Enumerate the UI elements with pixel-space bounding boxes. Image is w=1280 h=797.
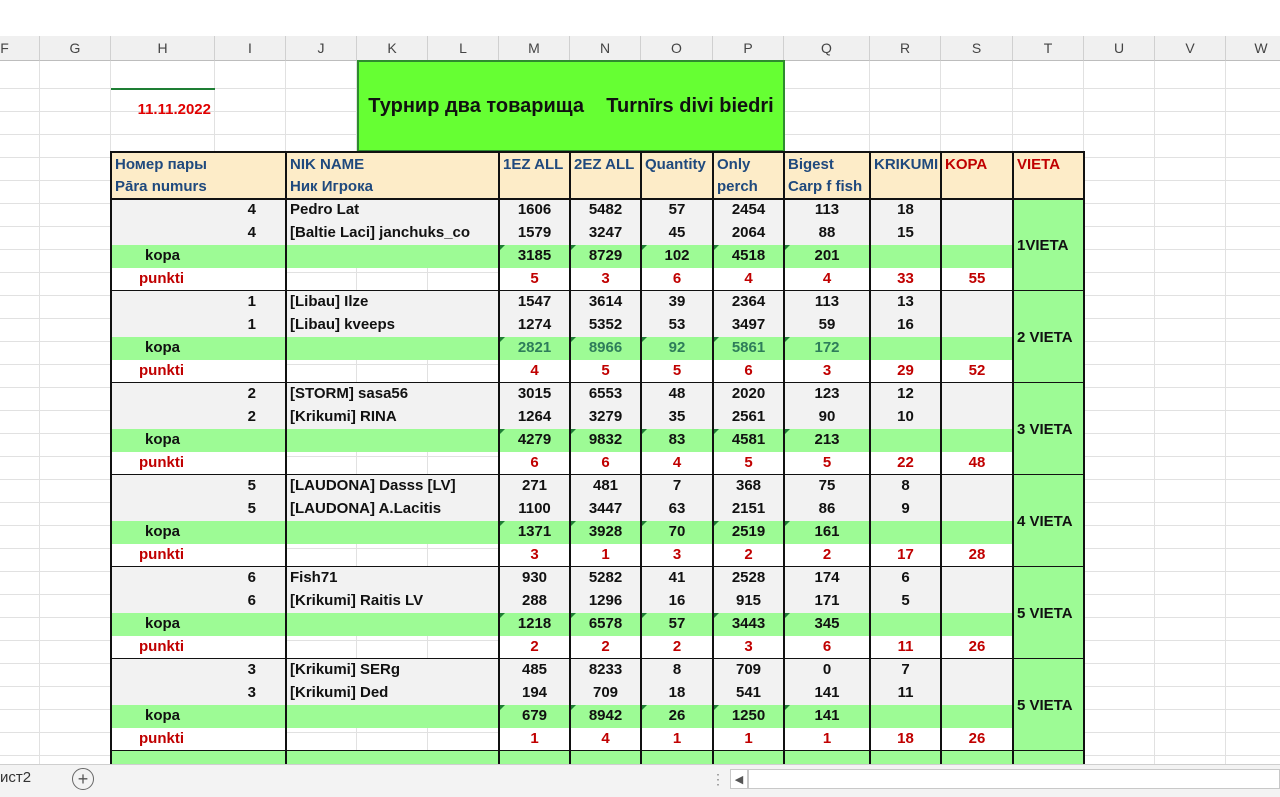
header-kopa[interactable]: KOPA <box>945 156 988 173</box>
kopa-big[interactable]: 201 <box>784 245 870 268</box>
value-ez2[interactable]: 8233 <box>570 659 641 682</box>
punkti-qty[interactable]: 5 <box>641 360 713 383</box>
kopa-qty[interactable]: 26 <box>641 705 713 728</box>
punkti-qty[interactable]: 1 <box>641 728 713 751</box>
empty-cell[interactable] <box>870 429 941 452</box>
pair-number[interactable]: 3 <box>111 659 286 682</box>
column-header-l[interactable]: L <box>428 36 499 61</box>
player-name[interactable]: [Libau] kveeps <box>286 314 499 337</box>
column-header-m[interactable]: M <box>499 36 570 61</box>
punkti-big[interactable]: 4 <box>784 268 870 291</box>
table-border <box>285 151 287 764</box>
punkti-label[interactable]: punkti <box>111 636 286 659</box>
punkti-krikumi[interactable]: 11 <box>870 636 941 659</box>
punkti-ez1[interactable]: 1 <box>499 728 570 751</box>
header-ez1[interactable]: 1EZ ALL <box>503 156 564 173</box>
column-header-j[interactable]: J <box>286 36 357 61</box>
punkti-ez1[interactable]: 6 <box>499 452 570 475</box>
empty-cell[interactable] <box>870 245 941 268</box>
kopa-ez2[interactable]: 8729 <box>570 245 641 268</box>
header-vieta[interactable]: VIETA <box>1017 156 1061 173</box>
column-header-q[interactable]: Q <box>784 36 870 61</box>
gridline <box>1225 61 1226 764</box>
punkti-big[interactable]: 6 <box>784 636 870 659</box>
toolbar-area <box>0 0 1280 37</box>
value-krikumi[interactable]: 8 <box>870 475 941 498</box>
place-label: 1VIETA <box>1017 236 1069 254</box>
kopa-label[interactable]: kopa <box>111 521 286 544</box>
empty-cell[interactable] <box>941 199 1013 222</box>
place-cell[interactable] <box>1013 199 1084 291</box>
horizontal-scrollbar[interactable] <box>748 769 1280 789</box>
header-krikumi[interactable]: KRIKUMI <box>874 156 939 173</box>
place-cell[interactable] <box>1013 567 1084 659</box>
empty-cell[interactable] <box>286 337 499 360</box>
value-big[interactable]: 90 <box>784 406 870 429</box>
value-qty[interactable]: 41 <box>641 567 713 590</box>
kopa-qty[interactable]: 102 <box>641 245 713 268</box>
punkti-big[interactable]: 2 <box>784 544 870 567</box>
punkti-ez2[interactable]: 5 <box>570 360 641 383</box>
kopa-ez2[interactable]: 8942 <box>570 705 641 728</box>
scroll-left-icon[interactable]: ◀ <box>730 769 748 789</box>
empty-cell[interactable] <box>941 705 1013 728</box>
punkti-qty[interactable]: 4 <box>641 452 713 475</box>
value-qty[interactable]: 35 <box>641 406 713 429</box>
pair-number[interactable]: 6 <box>111 567 286 590</box>
place-label: 2 VIETA <box>1017 328 1073 346</box>
player-name[interactable]: [STORM] sasa56 <box>286 383 499 406</box>
place-label: 4 VIETA <box>1017 512 1073 530</box>
punkti-label[interactable]: punkti <box>111 452 286 475</box>
pair-number[interactable]: 5 <box>111 475 286 498</box>
kopa-qty[interactable]: 57 <box>641 613 713 636</box>
player-name[interactable]: [Baltie Laci] janchuks_co <box>286 222 499 245</box>
empty-cell[interactable] <box>870 337 941 360</box>
punkti-label[interactable]: punkti <box>111 728 286 751</box>
punkti-label[interactable]: punkti <box>111 360 286 383</box>
player-name[interactable]: [Krikumi] Raitis LV <box>286 590 499 613</box>
empty-cell[interactable] <box>941 314 1013 337</box>
empty-cell[interactable] <box>941 521 1013 544</box>
kopa-big[interactable]: 345 <box>784 613 870 636</box>
value-ez1[interactable]: 485 <box>499 659 570 682</box>
value-perch[interactable]: 2064 <box>713 222 784 245</box>
value-big[interactable]: 113 <box>784 199 870 222</box>
table-border <box>1012 151 1014 764</box>
empty-cell[interactable] <box>286 705 499 728</box>
kopa-ez1[interactable]: 1371 <box>499 521 570 544</box>
player-name[interactable]: [Libau] Ilze <box>286 291 499 314</box>
value-ez1[interactable]: 3015 <box>499 383 570 406</box>
empty-cell[interactable] <box>941 613 1013 636</box>
kopa-label[interactable]: kopa <box>111 429 286 452</box>
table-border <box>498 151 500 764</box>
column-header-p[interactable]: P <box>713 36 784 61</box>
tab-splitter[interactable]: ⋮ <box>711 771 725 787</box>
kopa-perch[interactable]: 2519 <box>713 521 784 544</box>
kopa-perch[interactable]: 1250 <box>713 705 784 728</box>
value-perch[interactable]: 368 <box>713 475 784 498</box>
kopa-qty[interactable]: 92 <box>641 337 713 360</box>
value-big[interactable]: 75 <box>784 475 870 498</box>
place-cell[interactable] <box>1013 659 1084 751</box>
header-ez2[interactable]: 2EZ ALL <box>574 156 635 173</box>
player-name[interactable]: [Krikumi] Ded <box>286 682 499 705</box>
header-para_ru[interactable]: Номер пары <box>115 156 207 173</box>
header-bigest-2[interactable]: Carp f fish <box>788 178 863 195</box>
empty-cell[interactable] <box>941 590 1013 613</box>
header-nik_en[interactable]: NIK NAME <box>290 156 365 173</box>
punkti-qty[interactable]: 2 <box>641 636 713 659</box>
empty-cell[interactable] <box>941 475 1013 498</box>
table-border <box>111 151 1084 153</box>
kopa-ez1[interactable]: 4279 <box>499 429 570 452</box>
column-header-g[interactable]: G <box>40 36 111 61</box>
kopa-qty[interactable]: 70 <box>641 521 713 544</box>
value-ez1[interactable]: 1579 <box>499 222 570 245</box>
punkti-krikumi[interactable]: 22 <box>870 452 941 475</box>
value-qty[interactable]: 45 <box>641 222 713 245</box>
value-krikumi[interactable]: 9 <box>870 498 941 521</box>
value-perch[interactable]: 2561 <box>713 406 784 429</box>
punkti-krikumi[interactable]: 17 <box>870 544 941 567</box>
punkti-perch[interactable]: 1 <box>713 728 784 751</box>
value-ez2[interactable]: 3614 <box>570 291 641 314</box>
kopa-ez2[interactable]: 9832 <box>570 429 641 452</box>
punkti-label[interactable]: punkti <box>111 268 286 291</box>
value-ez2[interactable]: 5352 <box>570 314 641 337</box>
place-cell[interactable] <box>1013 475 1084 567</box>
empty-cell[interactable] <box>870 705 941 728</box>
empty-cell[interactable] <box>941 245 1013 268</box>
header-bigest[interactable]: Bigest <box>788 156 834 173</box>
table-border <box>712 151 714 764</box>
value-ez2[interactable]: 3279 <box>570 406 641 429</box>
kopa-big[interactable]: 172 <box>784 337 870 360</box>
punkti-ez1[interactable]: 3 <box>499 544 570 567</box>
punkti-perch[interactable]: 4 <box>713 268 784 291</box>
pair-number[interactable]: 1 <box>111 314 286 337</box>
place-label: 5 VIETA <box>1017 604 1073 622</box>
value-ez2[interactable]: 709 <box>570 682 641 705</box>
value-ez2[interactable]: 3247 <box>570 222 641 245</box>
value-ez1[interactable]: 1547 <box>499 291 570 314</box>
kopa-ez1[interactable]: 1218 <box>499 613 570 636</box>
kopa-big[interactable]: 213 <box>784 429 870 452</box>
date-cell[interactable]: 11.11.2022 <box>111 88 215 128</box>
value-krikumi[interactable]: 11 <box>870 682 941 705</box>
value-big[interactable]: 0 <box>784 659 870 682</box>
table-border <box>1083 151 1085 764</box>
empty-cell[interactable] <box>286 613 499 636</box>
value-krikumi[interactable]: 18 <box>870 199 941 222</box>
column-header-o[interactable]: O <box>641 36 713 61</box>
value-big[interactable]: 59 <box>784 314 870 337</box>
punkti-ez2[interactable]: 2 <box>570 636 641 659</box>
value-ez1[interactable]: 1100 <box>499 498 570 521</box>
empty-cell[interactable] <box>941 222 1013 245</box>
value-ez1[interactable]: 288 <box>499 590 570 613</box>
value-ez1[interactable]: 271 <box>499 475 570 498</box>
table-border <box>111 198 1084 200</box>
value-ez2[interactable]: 3447 <box>570 498 641 521</box>
punkti-perch[interactable]: 3 <box>713 636 784 659</box>
value-qty[interactable]: 57 <box>641 199 713 222</box>
header-nik_ru[interactable]: Ник Игрока <box>290 178 373 195</box>
kopa-qty[interactable]: 83 <box>641 429 713 452</box>
punkti-big[interactable]: 5 <box>784 452 870 475</box>
header-quantity[interactable]: Quantity <box>645 156 706 173</box>
kopa-ez2[interactable]: 8966 <box>570 337 641 360</box>
column-header-k[interactable]: K <box>357 36 428 61</box>
punkti-ez2[interactable]: 3 <box>570 268 641 291</box>
value-qty[interactable]: 63 <box>641 498 713 521</box>
player-name[interactable]: [LAUDONA] Dasss [LV] <box>286 475 499 498</box>
empty-cell[interactable] <box>286 245 499 268</box>
empty-cell[interactable] <box>941 337 1013 360</box>
value-ez1[interactable]: 194 <box>499 682 570 705</box>
value-big[interactable]: 123 <box>784 383 870 406</box>
value-perch[interactable]: 2151 <box>713 498 784 521</box>
column-header-f[interactable]: F <box>0 36 40 61</box>
table-border <box>869 151 871 764</box>
value-qty[interactable]: 48 <box>641 383 713 406</box>
empty-cell[interactable] <box>941 659 1013 682</box>
kopa-ez1[interactable]: 3185 <box>499 245 570 268</box>
column-header-n[interactable]: N <box>570 36 641 61</box>
value-big[interactable]: 113 <box>784 291 870 314</box>
punkti-krikumi[interactable]: 33 <box>870 268 941 291</box>
punkti-krikumi[interactable]: 29 <box>870 360 941 383</box>
value-big[interactable]: 141 <box>784 682 870 705</box>
punkti-total[interactable]: 55 <box>941 268 1013 291</box>
punkti-total[interactable]: 26 <box>941 728 1013 751</box>
place-label: 5 VIETA <box>1017 696 1073 714</box>
value-krikumi[interactable]: 5 <box>870 590 941 613</box>
pair-number[interactable]: 2 <box>111 406 286 429</box>
value-perch[interactable]: 2454 <box>713 199 784 222</box>
kopa-label[interactable]: kopa <box>111 613 286 636</box>
table-border <box>110 151 112 764</box>
kopa-ez1[interactable]: 679 <box>499 705 570 728</box>
player-name[interactable]: [LAUDONA] A.Lacitis <box>286 498 499 521</box>
column-header-t[interactable]: T <box>1013 36 1084 61</box>
value-qty[interactable]: 53 <box>641 314 713 337</box>
kopa-ez2[interactable]: 3928 <box>570 521 641 544</box>
pair-number[interactable]: 6 <box>111 590 286 613</box>
gridline <box>39 61 40 764</box>
empty-cell[interactable] <box>286 429 499 452</box>
punkti-perch[interactable]: 5 <box>713 452 784 475</box>
punkti-ez1[interactable]: 5 <box>499 268 570 291</box>
value-ez2[interactable]: 1296 <box>570 590 641 613</box>
punkti-total[interactable]: 26 <box>941 636 1013 659</box>
column-header-i[interactable]: I <box>215 36 286 61</box>
value-qty[interactable]: 8 <box>641 659 713 682</box>
add-sheet-button[interactable]: + <box>72 768 94 790</box>
punkti-perch[interactable]: 2 <box>713 544 784 567</box>
table-border <box>640 151 642 764</box>
punkti-ez2[interactable]: 6 <box>570 452 641 475</box>
pair-number[interactable]: 4 <box>111 199 286 222</box>
punkti-total[interactable]: 52 <box>941 360 1013 383</box>
value-ez1[interactable]: 1274 <box>499 314 570 337</box>
value-krikumi[interactable]: 6 <box>870 567 941 590</box>
header-only-perch-2[interactable]: perch <box>717 178 758 195</box>
punkti-ez1[interactable]: 4 <box>499 360 570 383</box>
player-name[interactable]: [Krikumi] RINA <box>286 406 499 429</box>
player-name[interactable]: Pedro Lat <box>286 199 499 222</box>
value-big[interactable]: 86 <box>784 498 870 521</box>
column-header-s[interactable]: S <box>941 36 1013 61</box>
column-header-w[interactable]: W <box>1226 36 1280 61</box>
kopa-perch[interactable]: 3443 <box>713 613 784 636</box>
punkti-qty[interactable]: 3 <box>641 544 713 567</box>
pair-number[interactable]: 4 <box>111 222 286 245</box>
empty-cell[interactable] <box>941 429 1013 452</box>
pair-number[interactable]: 2 <box>111 383 286 406</box>
table-border <box>569 151 571 764</box>
kopa-ez1[interactable]: 2821 <box>499 337 570 360</box>
value-ez2[interactable]: 6553 <box>570 383 641 406</box>
punkti-big[interactable]: 3 <box>784 360 870 383</box>
empty-cell[interactable] <box>941 291 1013 314</box>
value-perch[interactable]: 709 <box>713 659 784 682</box>
empty-cell[interactable] <box>286 521 499 544</box>
tournament-title[interactable]: Турнир два товарища Turnīrs divi biedri <box>357 60 785 152</box>
kopa-big[interactable]: 141 <box>784 705 870 728</box>
empty-cell[interactable] <box>941 383 1013 406</box>
empty-cell[interactable] <box>870 613 941 636</box>
column-header-r[interactable]: R <box>870 36 941 61</box>
value-big[interactable]: 171 <box>784 590 870 613</box>
punkti-big[interactable]: 1 <box>784 728 870 751</box>
table-border <box>783 151 785 764</box>
value-perch[interactable]: 2020 <box>713 383 784 406</box>
empty-cell[interactable] <box>941 498 1013 521</box>
value-perch[interactable]: 915 <box>713 590 784 613</box>
value-krikumi[interactable]: 16 <box>870 314 941 337</box>
punkti-ez2[interactable]: 1 <box>570 544 641 567</box>
player-name[interactable]: Fish71 <box>286 567 499 590</box>
pair-number[interactable]: 5 <box>111 498 286 521</box>
empty-cell[interactable] <box>941 406 1013 429</box>
value-ez1[interactable]: 930 <box>499 567 570 590</box>
value-perch[interactable]: 3497 <box>713 314 784 337</box>
column-header-h[interactable]: H <box>111 36 215 61</box>
punkti-krikumi[interactable]: 18 <box>870 728 941 751</box>
punkti-total[interactable]: 48 <box>941 452 1013 475</box>
value-qty[interactable]: 16 <box>641 590 713 613</box>
value-ez1[interactable]: 1264 <box>499 406 570 429</box>
value-krikumi[interactable]: 13 <box>870 291 941 314</box>
value-big[interactable]: 88 <box>784 222 870 245</box>
value-perch[interactable]: 541 <box>713 682 784 705</box>
punkti-perch[interactable]: 6 <box>713 360 784 383</box>
kopa-perch[interactable]: 5861 <box>713 337 784 360</box>
kopa-big[interactable]: 161 <box>784 521 870 544</box>
value-qty[interactable]: 18 <box>641 682 713 705</box>
table-border <box>940 151 942 764</box>
sheet-tab[interactable]: ист2 <box>0 769 32 786</box>
value-ez2[interactable]: 481 <box>570 475 641 498</box>
kopa-perch[interactable]: 4518 <box>713 245 784 268</box>
value-ez1[interactable]: 1606 <box>499 199 570 222</box>
value-perch[interactable]: 2528 <box>713 567 784 590</box>
empty-cell[interactable] <box>941 682 1013 705</box>
kopa-label[interactable]: kopa <box>111 245 286 268</box>
place-cell[interactable] <box>1013 383 1084 475</box>
empty-cell[interactable] <box>941 567 1013 590</box>
value-qty[interactable]: 7 <box>641 475 713 498</box>
value-krikumi[interactable]: 10 <box>870 406 941 429</box>
value-big[interactable]: 174 <box>784 567 870 590</box>
sheet-tab-bar <box>0 764 1280 797</box>
punkti-total[interactable]: 28 <box>941 544 1013 567</box>
gridline <box>1154 61 1155 764</box>
punkti-ez1[interactable]: 2 <box>499 636 570 659</box>
value-krikumi[interactable]: 7 <box>870 659 941 682</box>
value-ez2[interactable]: 5482 <box>570 199 641 222</box>
punkti-ez2[interactable]: 4 <box>570 728 641 751</box>
kopa-label[interactable]: kopa <box>111 705 286 728</box>
empty-cell[interactable] <box>870 521 941 544</box>
kopa-ez2[interactable]: 6578 <box>570 613 641 636</box>
header-para_lv[interactable]: Pāra numurs <box>115 178 207 195</box>
value-ez2[interactable]: 5282 <box>570 567 641 590</box>
value-perch[interactable]: 2364 <box>713 291 784 314</box>
punkti-qty[interactable]: 6 <box>641 268 713 291</box>
kopa-label[interactable]: kopa <box>111 337 286 360</box>
column-header-u[interactable]: U <box>1084 36 1155 61</box>
next-row[interactable] <box>111 751 1084 764</box>
value-krikumi[interactable]: 15 <box>870 222 941 245</box>
kopa-perch[interactable]: 4581 <box>713 429 784 452</box>
punkti-label[interactable]: punkti <box>111 544 286 567</box>
pair-number[interactable]: 3 <box>111 682 286 705</box>
column-header-v[interactable]: V <box>1155 36 1226 61</box>
place-label: 3 VIETA <box>1017 420 1073 438</box>
value-qty[interactable]: 39 <box>641 291 713 314</box>
player-name[interactable]: [Krikumi] SERg <box>286 659 499 682</box>
pair-number[interactable]: 1 <box>111 291 286 314</box>
value-krikumi[interactable]: 12 <box>870 383 941 406</box>
place-cell[interactable] <box>1013 291 1084 383</box>
header-only-perch[interactable]: Only <box>717 156 751 173</box>
